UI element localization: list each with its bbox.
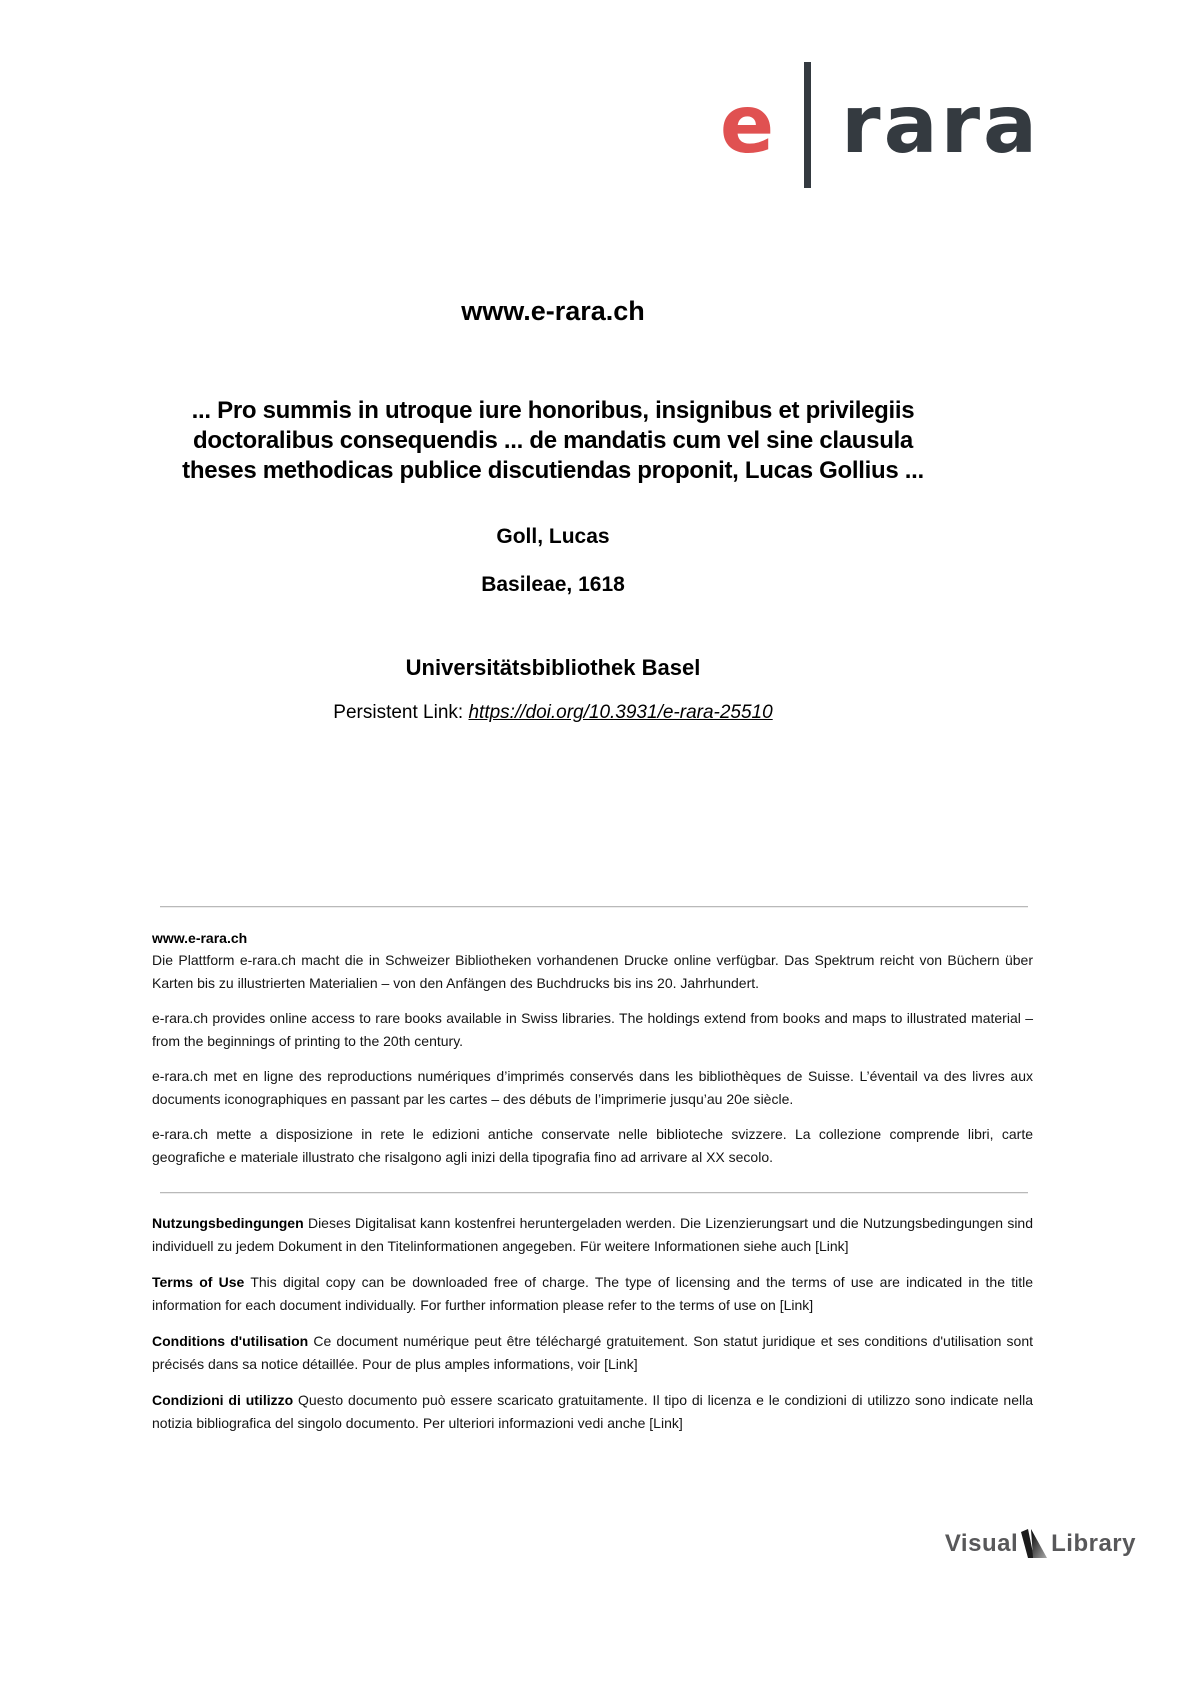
erara-logo-wordmark: rara — [841, 78, 1040, 171]
persistent-link-label: Persistent Link: — [333, 702, 464, 723]
erara-logo-e-icon: e — [719, 78, 775, 171]
persistent-link-url[interactable]: https://doi.org/10.3931/e-rara-25510 — [468, 702, 773, 723]
terms-link-en[interactable]: [Link] — [779, 1297, 814, 1313]
about-section — [152, 927, 1033, 1168]
terms-body-it: Questo documento può essere scaricato gratuitamente. Il tipo di licenza e le condizioni di utilizzo sono indicate nella notizia bibliografica del singolo documento. Per ulteriori informazioni vedi anche — [152, 1392, 1033, 1431]
visual-library-logo — [945, 1529, 1136, 1558]
title-line: theses methodicas publice discutiendas proponit, Lucas Gollius ... — [182, 457, 924, 484]
terms-section-en — [152, 1271, 1033, 1317]
about-paragraph-fr: e-rara.ch met en ligne des reproductions numériques d’imprimés conservés dans les bibliothèques de Suisse. L’éventail va des livres aux documents iconographiques en passant par les cartes – des débuts de l’imprimerie jusqu’au 20e siècle. — [152, 1068, 1033, 1107]
persistent-link-row — [58, 702, 1048, 724]
visual-library-logo-text-left: Visual — [944, 1529, 1019, 1557]
divider — [160, 1192, 1028, 1193]
visual-library-logo-text-right: Library — [1051, 1529, 1136, 1557]
terms-link-it[interactable]: [Link] — [649, 1415, 683, 1431]
about-paragraph-it: e-rara.ch mette a disposizione in rete le edizioni antiche conservate nelle biblioteche svizzere. La collezione comprende libri, carte geografiche e materiale illustrato che risalgono agli inizi della tipografia fino ad arrivare al XX secolo. — [152, 1126, 1033, 1165]
imprint-place-year: Basileae, 1618 — [481, 573, 625, 596]
about-paragraph-de: Die Plattform e-rara.ch macht die in Schweizer Bibliotheken vorhandenen Drucke online verfügbar. Das Spektrum reicht von Büchern über Karten bis zu illustrierten Materialien – von den Anfängen des Buchdrucks bis ins 20. Jahrhundert. — [152, 952, 1033, 991]
site-url-heading: www.e-rara.ch — [461, 296, 645, 326]
terms-section-it — [152, 1389, 1033, 1435]
terms-body-de: Dieses Digitalisat kann kostenfrei heruntergeladen werden. Die Lizenzierungsart und die Nutzungsbedingungen sind individuell zu jedem Dokument in den Titelinformationen angegeben. Für weitere Informationen siehe auch — [152, 1215, 1034, 1254]
terms-heading-de: Nutzungsbedingungen — [152, 1215, 304, 1231]
holding-library: Universitätsbibliothek Basel — [405, 655, 701, 680]
terms-body-fr: Ce document numérique peut être téléchargé gratuitement. Son statut juridique et ses conditions d'utilisation sont précisés dans sa notice détaillée. Pour de plus amples informations, voir — [152, 1333, 1034, 1372]
terms-link-de[interactable]: [Link] — [815, 1238, 849, 1254]
terms-link-fr[interactable]: [Link] — [604, 1356, 638, 1372]
terms-heading-en: Terms of Use — [152, 1274, 245, 1290]
erara-logo-divider-bar — [804, 62, 811, 188]
about-paragraph-en: e-rara.ch provides online access to rare books available in Swiss libraries. The holdings extend from books and maps to illustrated material – from the beginnings of printing to the 20th century. — [152, 1010, 1033, 1049]
title-line: doctoralibus consequendis ... de mandatis cum vel sine clausula — [193, 427, 913, 454]
title-line: ... Pro summis in utroque iure honoribus, insignibus et privilegiis — [191, 397, 915, 424]
erara-logo — [720, 62, 1040, 188]
document-title — [58, 396, 1048, 486]
terms-section-fr — [152, 1330, 1033, 1376]
terms-section-de — [152, 1212, 1033, 1258]
terms-heading-it: Condizioni di utilizzo — [152, 1392, 294, 1408]
author-name: Goll, Lucas — [496, 525, 610, 548]
visual-library-book-icon — [1021, 1529, 1048, 1558]
terms-body-en: This digital copy can be downloaded free of charge. The type of licensing and the terms of use are indicated in the title information for each document individually. For further information please refer to the terms of use on — [152, 1274, 1034, 1313]
about-heading: www.e-rara.ch — [152, 930, 248, 946]
terms-heading-fr: Conditions d'utilisation — [152, 1333, 309, 1349]
terms-section-list — [152, 1212, 1033, 1448]
divider — [160, 906, 1028, 907]
